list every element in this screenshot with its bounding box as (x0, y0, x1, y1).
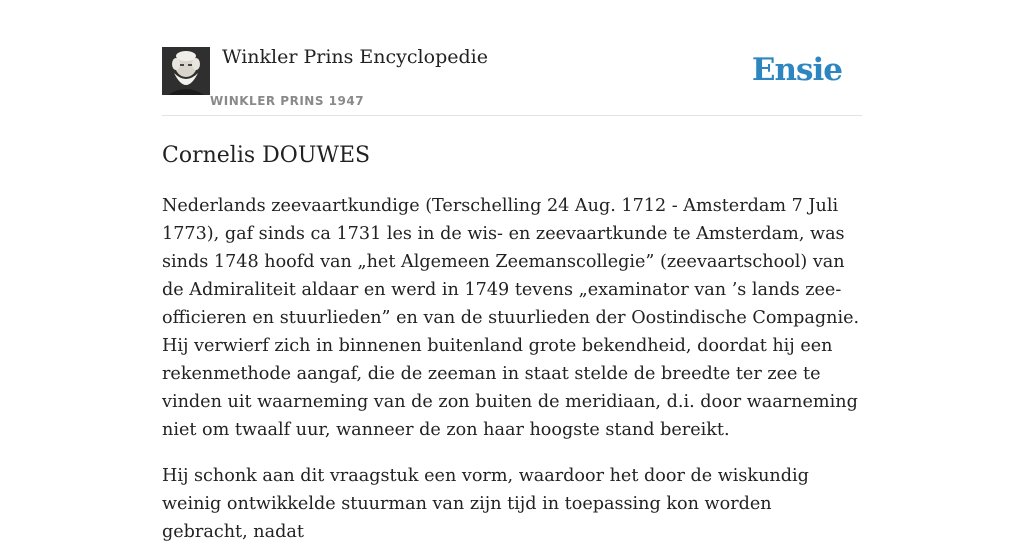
article-paragraph: Nederlands zeevaartkundige (Terschelling 24 Aug. 1712 - Amsterdam 7 Juli 1773), gaf sinds ca 1731 les in de wis- en zeevaartkunde te Amsterdam, was sinds 1748 hoofd van „het Algemeen Zeemanscollegie” (zeevaartschool) van de Admiraliteit aldaar en werd in 1749 tevens „examinator van ’s lands zee-officieren en stuurlieden” en van de stuurlieden der Oostindische Compagnie. Hij verwierf zich in binnenen buitenland grote bekendheid, doordat hij een rekenmethode aangaf, die de zeeman in staat stelde de breedte ter zee te vinden uit waarneming van de zon buiten de meridiaan, d.i. door waarneming niet om twaalf uur, wanneer de zon haar hoogste stand bereikt. (162, 196, 860, 440)
content-container (162, 0, 862, 546)
article-paragraph: Hij schonk aan dit vraagstuk een vorm, waardoor het door de wiskundig weinig ontwikkelde stuurman van zijn tijd in toepassing kon worden gebracht, nadat (162, 466, 809, 542)
source-header (162, 0, 862, 116)
brand-logo[interactable]: Ensie (751, 52, 842, 88)
article-title: Cornelis DOUWES (162, 143, 371, 168)
bearded-man-portrait-icon (162, 47, 210, 95)
source-title[interactable]: Winkler Prins Encyclopedie (222, 46, 488, 68)
source-subtitle[interactable]: WINKLER PRINS 1947 (210, 94, 365, 108)
avatar[interactable] (162, 47, 210, 95)
